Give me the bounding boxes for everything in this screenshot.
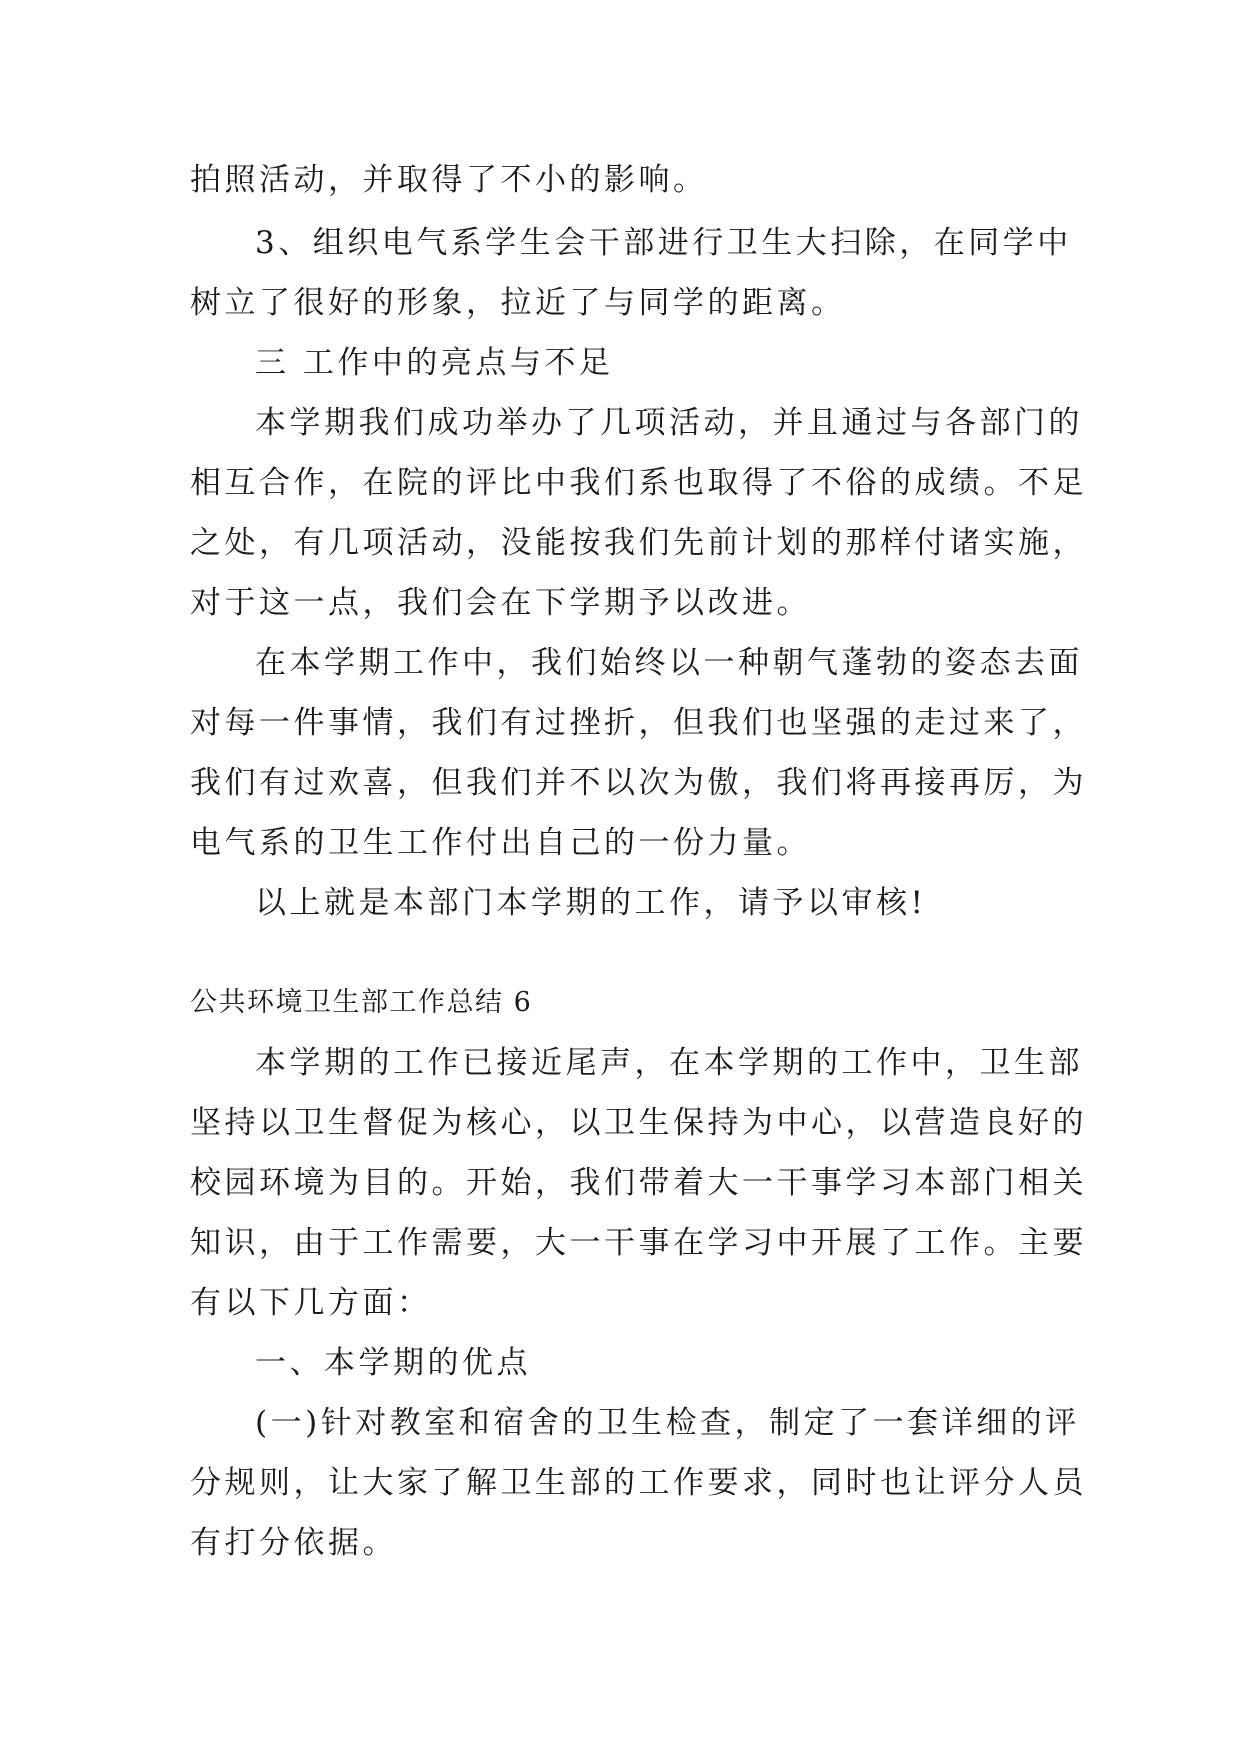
- section-heading: 一、本学期的优点: [255, 1345, 531, 1381]
- document-title: 公共环境卫生部工作总结 6: [190, 987, 533, 1018]
- paragraph-line: 在本学期工作中，我们始终以一种朝气蓬勃的姿态去面: [255, 645, 1083, 681]
- paragraph-line: 我们有过欢喜，但我们并不以次为傲，我们将再接再厉，为: [190, 765, 1087, 801]
- paragraph-line: 拍照活动，并取得了不小的影响。: [190, 162, 708, 198]
- paragraph-line: 3、组织电气系学生会干部进行卫生大扫除，在同学中: [255, 225, 1072, 261]
- paragraph-line: (一)针对教室和宿舍的卫生检查，制定了一套详细的评: [255, 1405, 1080, 1441]
- paragraph-line: 有打分依据。: [190, 1525, 397, 1561]
- paragraph-line: 有以下几方面：: [190, 1285, 432, 1321]
- paragraph-line: 本学期我们成功举办了几项活动，并且通过与各部门的: [255, 405, 1083, 441]
- paragraph-line: 本学期的工作已接近尾声，在本学期的工作中，卫生部: [255, 1045, 1083, 1081]
- paragraph-line: 树立了很好的形象，拉近了与同学的距离。: [190, 285, 846, 321]
- paragraph-line: 以上就是本部门本学期的工作，请予以审核!: [255, 885, 927, 921]
- paragraph-line: 分规则，让大家了解卫生部的工作要求，同时也让评分人员: [190, 1465, 1087, 1501]
- paragraph-line: 校园环境为目的。开始，我们带着大一干事学习本部门相关: [190, 1165, 1087, 1201]
- paragraph-line: 对于这一点，我们会在下学期予以改进。: [190, 585, 811, 621]
- section-heading: 三 工作中的亮点与不足: [255, 345, 614, 381]
- paragraph-line: 坚持以卫生督促为核心，以卫生保持为中心，以营造良好的: [190, 1105, 1087, 1141]
- paragraph-line: 对每一件事情，我们有过挫折，但我们也坚强的走过来了，: [190, 705, 1087, 741]
- paragraph-line: 之处，有几项活动，没能按我们先前计划的那样付诸实施，: [190, 525, 1087, 561]
- paragraph-line: 相互合作，在院的评比中我们系也取得了不俗的成绩。不足: [190, 465, 1087, 501]
- paragraph-line: 知识，由于工作需要，大一干事在学习中开展了工作。主要: [190, 1225, 1087, 1261]
- paragraph-line: 电气系的卫生工作付出自己的一份力量。: [190, 825, 811, 861]
